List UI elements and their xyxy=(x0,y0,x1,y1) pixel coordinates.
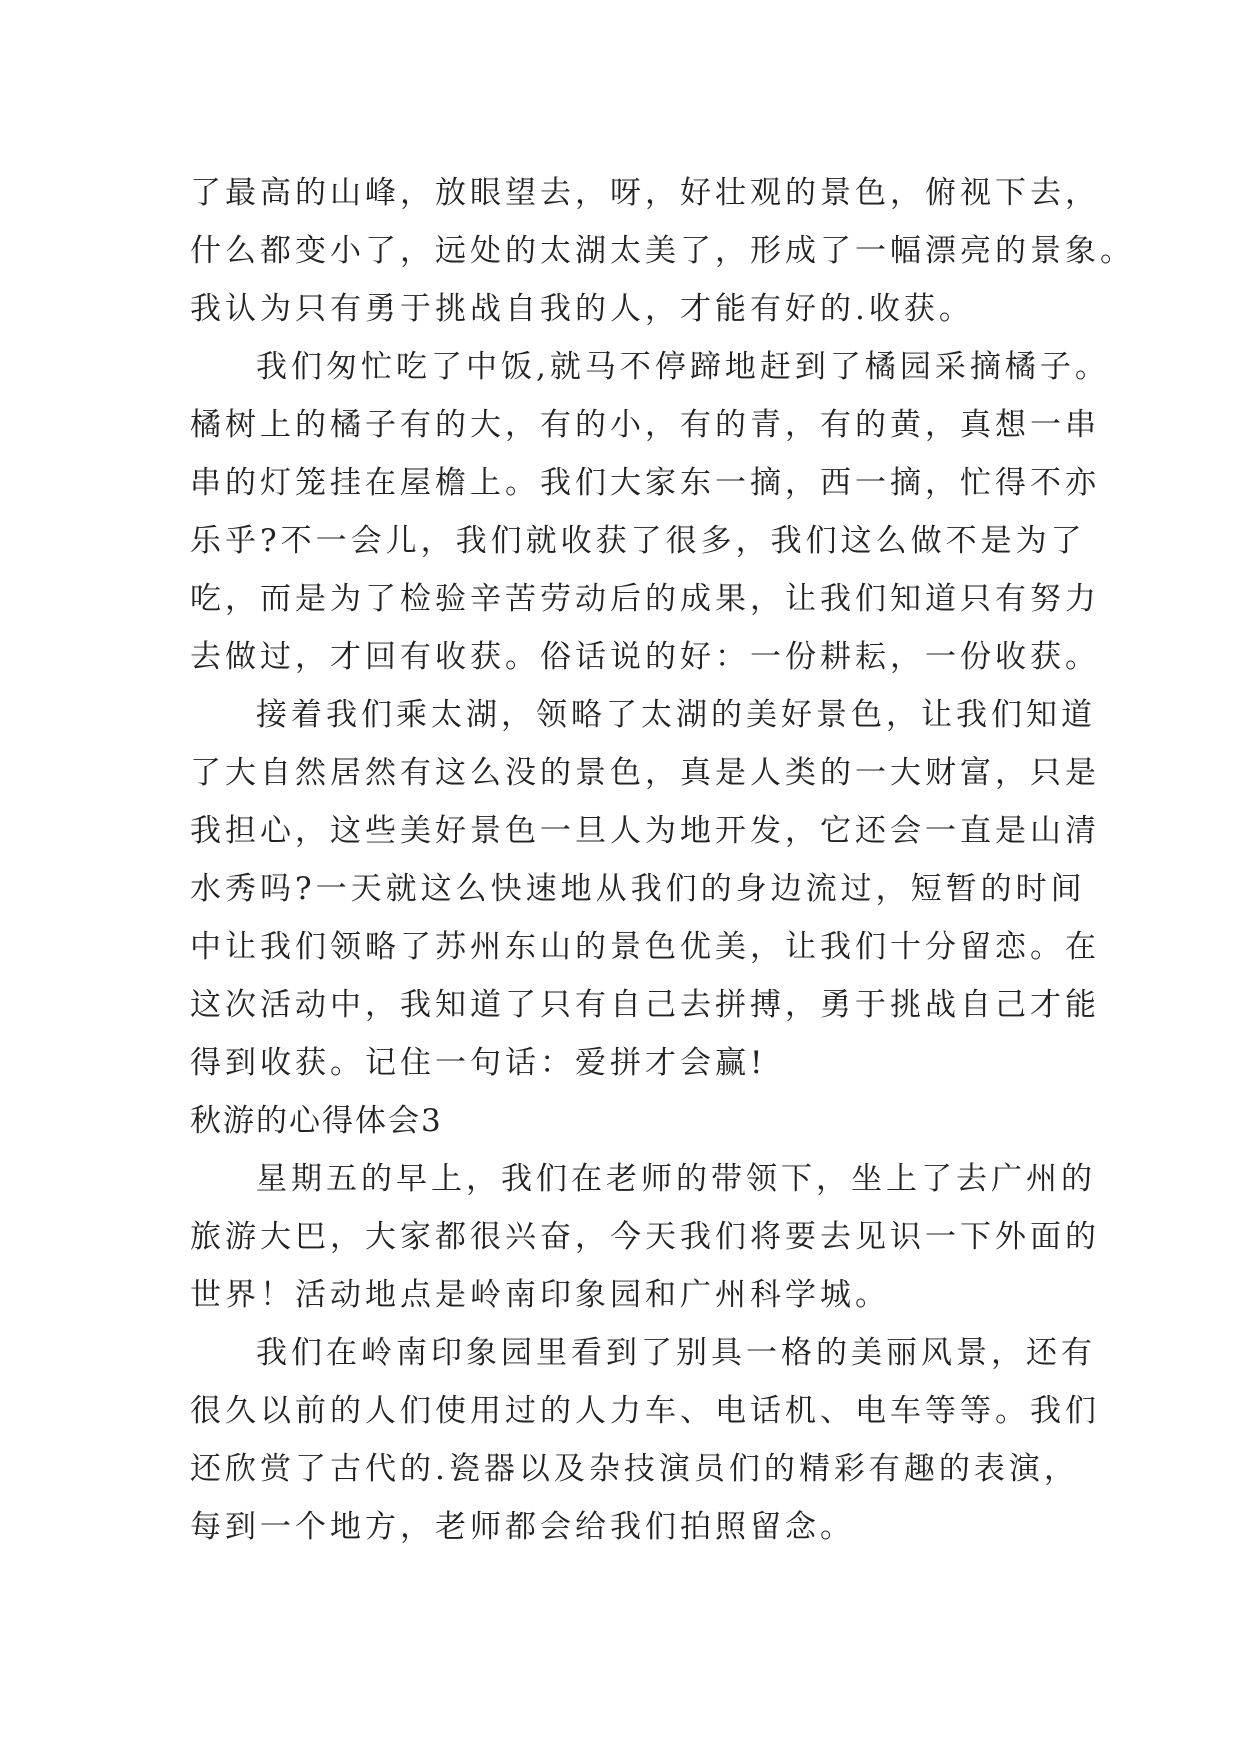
paragraph-line: 吃，而是为了检验辛苦劳动后的成果，让我们知道只有努力 xyxy=(190,581,1100,617)
document-body xyxy=(190,164,1135,1556)
paragraph-line: 得到收获。记住一句话：爱拼才会赢! xyxy=(190,1045,767,1081)
paragraph-line: 我认为只有勇于挑战自我的人，才能有好的.收获。 xyxy=(190,291,974,327)
paragraph-line: 橘树上的橘子有的大，有的小，有的青，有的黄，真想一串 xyxy=(190,407,1100,443)
paragraph-line: 了最高的山峰，放眼望去，呀，好壮观的景色，俯视下去， xyxy=(190,175,1100,211)
paragraph-line: 串的灯笼挂在屋檐上。我们大家东一摘，西一摘，忙得不亦 xyxy=(190,465,1100,501)
paragraph-line: 中让我们领略了苏州东山的景色优美，让我们十分留恋。在 xyxy=(190,929,1100,965)
section-heading: 秋游的心得体会3 xyxy=(190,1103,443,1139)
paragraph-line: 去做过，才回有收获。俗话说的好：一份耕耘，一份收获。 xyxy=(190,639,1100,675)
paragraph-line: 这次活动中，我知道了只有自己去拼搏，勇于挑战自己才能 xyxy=(190,987,1100,1023)
paragraph-line: 了大自然居然有这么没的景色，真是人类的一大财富，只是 xyxy=(190,755,1100,791)
paragraph-line: 世界！活动地点是岭南印象园和广州科学城。 xyxy=(190,1277,890,1313)
paragraph-line: 水秀吗?一天就这么快速地从我们的身边流过，短暂的时间 xyxy=(190,871,1086,907)
paragraph-line: 每到一个地方，老师都会给我们拍照留念。 xyxy=(190,1509,855,1545)
paragraph-line: 什么都变小了，远处的太湖太美了，形成了一幅漂亮的景象。 xyxy=(190,233,1135,269)
paragraph-line: 星期五的早上，我们在老师的带领下，坐上了去广州的 xyxy=(256,1161,1096,1197)
paragraph-line: 接着我们乘太湖，领略了太湖的美好景色，让我们知道 xyxy=(256,697,1096,733)
paragraph-line: 我担心，这些美好景色一旦人为地开发，它还会一直是山清 xyxy=(190,813,1100,849)
paragraph-line: 我们匆忙吃了中饭,就马不停蹄地赶到了橘园采摘橘子。 xyxy=(256,349,1110,385)
paragraph-line: 还欣赏了古代的.瓷器以及杂技演员们的精彩有趣的表演， xyxy=(190,1451,1079,1487)
paragraph-line: 乐乎?不一会儿，我们就收获了很多，我们这么做不是为了 xyxy=(190,523,1086,559)
paragraph-line: 旅游大巴，大家都很兴奋，今天我们将要去见识一下外面的 xyxy=(190,1219,1100,1255)
paragraph-line: 很久以前的人们使用过的人力车、电话机、电车等等。我们 xyxy=(190,1393,1100,1429)
paragraph-line: 我们在岭南印象园里看到了别具一格的美丽风景，还有 xyxy=(256,1335,1096,1371)
